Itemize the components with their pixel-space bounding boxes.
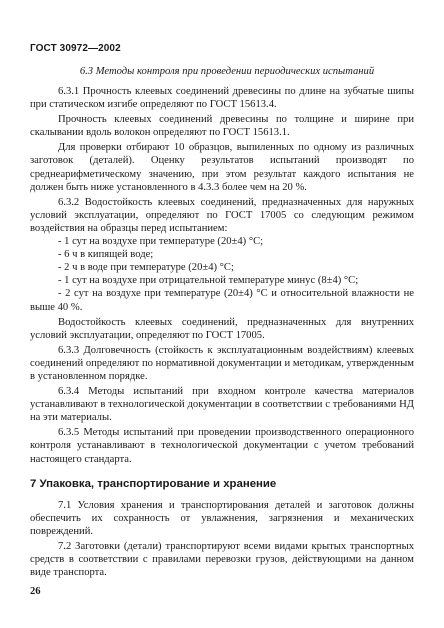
paragraph-6-3-1: 6.3.1 Прочность клеевых соединений древесины по длине на зубчатые шипы при статическом изгибе определяют по ГОСТ 15613.4. [30,86,414,111]
list-item-humidity: - 2 сут на воздухе при температуре (20±4) °С и относительной влажности не выше 40 %. [30,288,414,313]
list-item-water: - 2 ч в воде при температуре (20±4) °С; [58,262,234,274]
section-6-3-title: 6.3 Методы контроля при проведении периодических испытаний [79,66,375,77]
standard-header: ГОСТ 30972—2002 [30,43,121,54]
document-body [30,85,414,579]
page-number: 26 [30,586,41,597]
list-item-boiling-water: - 6 ч в кипящей воде; [58,249,154,261]
paragraph-indoor-water-resistance: Водостойкость клеевых соединений, предназначенных для внутренних условий эксплуатации, определяют по ГОСТ 17005. [30,316,414,341]
paragraph-6-3-5: 6.3.5 Методы испытаний при проведении производственного операционного контроля устанавливают в технологической документации с учетом требований настоящего стандарта. [30,427,414,465]
paragraph-6-3-2: 6.3.2 Водостойкость клеевых соединений, предназначенных для наружных условий эксплуатации, определяют по ГОСТ 17005 со следующим режимом воздействия на образцы перед испытанием: [30,196,414,234]
list-item-air-day: - 1 сут на воздухе при температуре (20±4) °С; [58,236,264,248]
paragraph-shear-strength: Прочность клеевых соединений древесины по толщине и ширине при скалывании вдоль волокон определяют по ГОСТ 15613.1. [30,114,414,139]
list-item-negative-temp: - 1 сут на воздухе при отрицательной температуре минус (8±4) °С; [58,275,359,287]
section-7-title: 7 Упаковка, транспортирование и хранение [30,477,277,490]
paragraph-7-1: 7.1 Условия хранения и транспортирования деталей и заготовок должны обеспечить их сохранность от увлажнения, загрязнения и механических повреждений. [30,499,414,537]
paragraph-7-2: 7.2 Заготовки (детали) транспортируют всеми видами крытых транспортных средств в соответствии с правилами перевозки грузов, действующими на данном виде транспорта. [30,541,414,579]
paragraph-sampling: Для проверки отбирают 10 образцов, выпиленных по одному из различных заготовок (деталей). Оценку результатов испытаний производят по среднеарифметическому значению, при этом результат каждого испытания не должен быть ниже установленного в 4.3.3 более чем на 20 %. [30,142,414,193]
paragraph-6-3-4: 6.3.4 Методы испытаний при входном контроле качества материалов устанавливают в технологической документации в соответствии с требованиями НД на эти материалы. [30,386,414,424]
paragraph-6-3-3: 6.3.3 Долговечность (стойкость к эксплуатационным воздействиям) клеевых соединений определяют по нормативной документации и методикам, утвержденным в установленном порядке. [30,344,414,382]
